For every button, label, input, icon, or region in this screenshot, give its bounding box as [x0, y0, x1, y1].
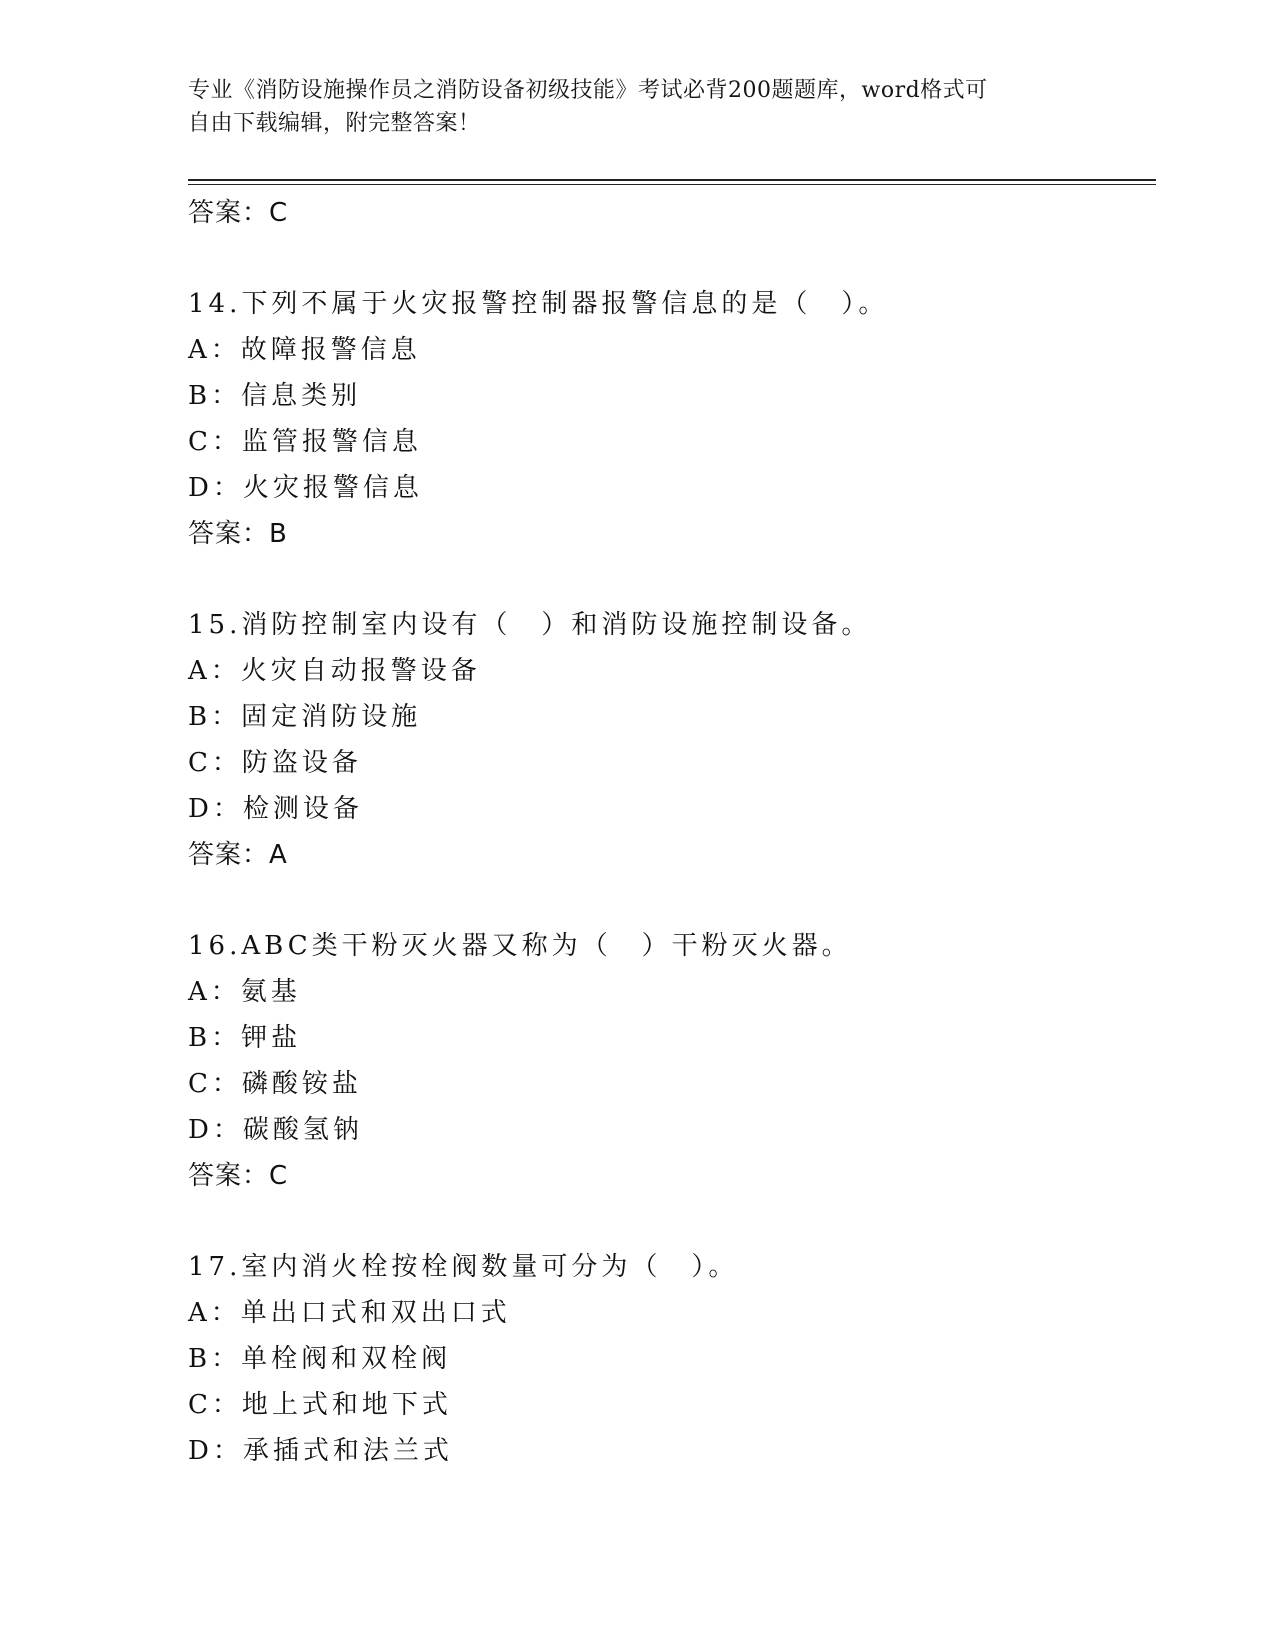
option-c: C：监管报警信息 — [188, 427, 422, 457]
option-d: D：检测设备 — [188, 794, 363, 824]
option-d: D：承插式和法兰式 — [188, 1436, 453, 1466]
answer-line: 答案：C — [188, 1161, 289, 1191]
answer-line: 答案：C — [188, 198, 289, 228]
question-list — [188, 190, 1156, 1474]
question-block — [188, 602, 1156, 923]
option-b: B：信息类别 — [188, 381, 362, 411]
question-block — [188, 1244, 1156, 1474]
option-b: B：固定消防设施 — [188, 702, 422, 732]
question-block — [188, 281, 1156, 602]
header-rule-thin — [188, 184, 1156, 185]
question-stem: 16.ABC类干粉灭火器又称为（ ）干粉灭火器。 — [188, 931, 852, 961]
option-c: C：防盗设备 — [188, 748, 362, 778]
answer-line: 答案：B — [188, 519, 288, 549]
option-d: D：火灾报警信息 — [188, 473, 423, 503]
question-stem: 15.消防控制室内设有（ ）和消防设施控制设备。 — [188, 610, 872, 640]
option-a: A：单出口式和双出口式 — [188, 1298, 511, 1328]
header-line-2: 自由下载编辑，附完整答案！ — [188, 111, 481, 136]
option-a: A：火灾自动报警设备 — [188, 656, 481, 686]
option-a: A：氨基 — [188, 977, 301, 1007]
option-b: B：单栓阀和双栓阀 — [188, 1344, 452, 1374]
option-c: C：磷酸铵盐 — [188, 1069, 362, 1099]
document-header — [188, 74, 1068, 140]
answer-line: 答案：A — [188, 840, 288, 870]
option-d: D：碳酸氢钠 — [188, 1115, 363, 1145]
option-b: B：钾盐 — [188, 1023, 302, 1053]
question-stem: 17.室内消火栓按栓阀数量可分为（ ）。 — [188, 1252, 739, 1282]
question-stem: 14.下列不属于火灾报警控制器报警信息的是（ ）。 — [188, 289, 889, 319]
option-a: A：故障报警信息 — [188, 335, 421, 365]
header-rule-thick — [188, 179, 1156, 181]
header-line-1: 专业《消防设施操作员之消防设备初级技能》考试必背200题题库，word格式可 — [188, 78, 988, 103]
question-block — [188, 923, 1156, 1244]
option-c: C：地上式和地下式 — [188, 1390, 452, 1420]
